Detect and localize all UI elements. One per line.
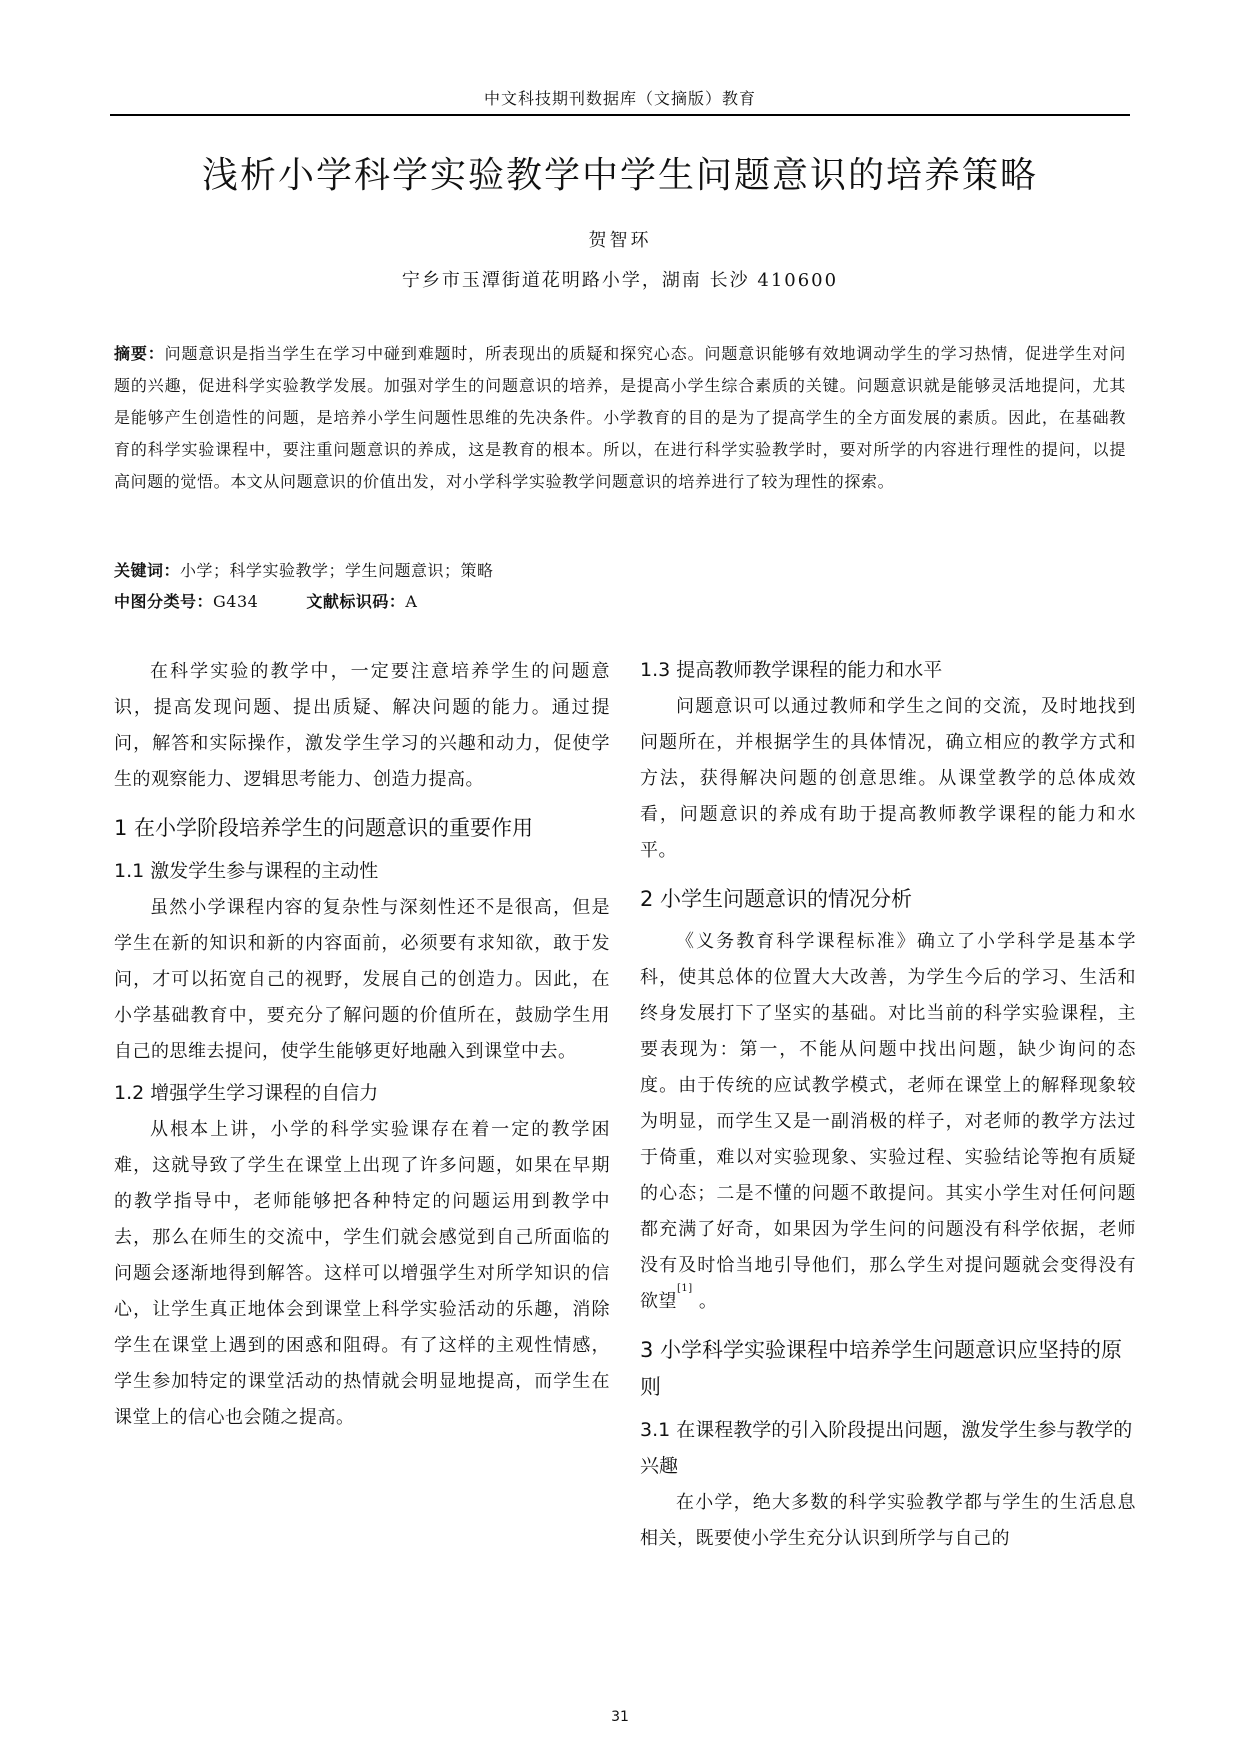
abstract-label: 摘要： — [114, 344, 165, 363]
article-author: 贺智环 — [588, 230, 652, 251]
section-3-1-paragraph: 在小学，绝大多数的科学实验教学都与学生的生活息息相关，既要使小学生充分认识到所学与自己的 — [640, 1492, 1136, 1549]
body-column-right — [640, 654, 1136, 1557]
section-1-1-heading: 1.1 激发学生参与课程的主动性 — [114, 860, 379, 882]
classification-line — [114, 587, 1126, 617]
section-2-text: 《义务教育科学课程标准》确立了小学科学是基本学科，使其总体的位置大大改善，为学生今后的学习、生活和终身发展打下了坚实的基础。对比当前的科学实验课程，主要表现为：第一，不能从问题中找出问题，缺少询问的态度。由于传统的应试教学模式，老师在课堂上的解释现象较为明显，而学生又是一副消极的样子，对老师的教学方法过于倚重，难以对实验现象、实验过程、实验结论等抱有质疑的心态；二是不懂的问题不敢提问。其实小学生对任何问题都充满了好奇，如果因为学生问的问题没有科学依据，老师没有及时恰当地引导他们，那么学生对提问题就会变得没有欲望 — [640, 931, 1136, 1312]
section-2-text-end: 。 — [692, 1291, 718, 1312]
citation-1: [1] — [677, 1283, 693, 1294]
section-2-paragraph — [640, 924, 1136, 1320]
section-3-heading: 3 小学科学实验课程中培养学生问题意识应坚持的原则 — [640, 1338, 1123, 1399]
section-1-2-paragraph: 从根本上讲，小学的科学实验课存在着一定的教学困难，这就导致了学生在课堂上出现了许多问题，如果在早期的教学指导中，老师能够把各种特定的问题运用到教学中去，那么在师生的交流中，学生们就会感觉到自己所面临的问题会逐渐地得到解答。这样可以增强学生对所学知识的信心，让学生真正地体会到课堂上科学实验活动的乐趣，消除学生在课堂上遇到的困惑和阻碍。有了这样的主观性情感，学生参加特定的课堂活动的热情就会明显地提高，而学生在课堂上的信心也会随之提高。 — [114, 1119, 610, 1428]
section-1-1-paragraph: 虽然小学课程内容的复杂性与深刻性还不是很高，但是学生在新的知识和新的内容面前，必须要有求知欲，敢于发问，才可以拓宽自己的视野，发展自己的创造力。因此，在小学基础教育中，要充分了解问题的价值所在，鼓励学生用自己的思维去提问，使学生能够更好地融入到课堂中去。 — [114, 897, 610, 1062]
section-1-3-paragraph: 问题意识可以通过教师和学生之间的交流，及时地找到问题所在，并根据学生的具体情况，确立相应的教学方式和方法，获得解决问题的创意思维。从课堂教学的总体成效看，问题意识的养成有助于提高教师教学课程的能力和水平。 — [640, 696, 1136, 861]
body-column-left — [114, 654, 610, 1436]
section-2-heading: 2 小学生问题意识的情况分析 — [640, 887, 913, 911]
abstract — [114, 338, 1126, 498]
clc-label: 中图分类号： — [114, 592, 214, 611]
section-1-heading: 1 在小学阶段培养学生的问题意识的重要作用 — [114, 816, 534, 840]
keywords — [114, 556, 1126, 586]
keywords-label: 关键词： — [114, 561, 181, 580]
section-3-1-heading: 3.1 在课程教学的引入阶段提出问题，激发学生参与教学的兴趣 — [640, 1419, 1133, 1477]
article-title: 浅析小学科学实验教学中学生问题意识的培养策略 — [201, 155, 1038, 196]
section-1-2-heading: 1.2 增强学生学习课程的自信力 — [114, 1082, 379, 1104]
author-affiliation: 宁乡市玉潭街道花明路小学，湖南 长沙 410600 — [401, 270, 839, 291]
clc-value: G434 — [213, 592, 259, 611]
doc-code-value: A — [405, 592, 418, 611]
abstract-text: 问题意识是指当学生在学习中碰到难题时，所表现出的质疑和探究心态。问题意识能够有效地调动学生的学习热情，促进学生对问题的兴趣，促进科学实验教学发展。加强对学生的问题意识的培养，是提高小学生综合素质的关键。问题意识就是能够灵活地提问，尤其是能够产生创造性的问题，是培养小学生问题性思维的先决条件。小学教育的目的是为了提高学生的全方面发展的素质。因此，在基础教育的科学实验课程中，要注重问题意识的养成，这是教育的根本。所以，在进行科学实验教学时，要对所学的内容进行理性的提问，以提高问题的觉悟。本文从问题意识的价值出发，对小学科学实验教学问题意识的培养进行了较为理性的探索。 — [114, 344, 1126, 491]
doc-code-label: 文献标识码： — [306, 592, 406, 611]
intro-paragraph: 在科学实验的教学中，一定要注意培养学生的问题意识，提高发现问题、提出质疑、解决问题的能力。通过提问，解答和实际操作，激发学生学习的兴趣和动力，促使学生的观察能力、逻辑思考能力、创造力提高。 — [114, 661, 610, 790]
section-1-3-heading: 1.3 提高教师教学课程的能力和水平 — [640, 659, 943, 681]
header-rule — [110, 114, 1130, 116]
keywords-text: 小学；科学实验教学；学生问题意识；策略 — [180, 561, 494, 580]
page-number: 31 — [611, 1709, 629, 1725]
running-head: 中文科技期刊数据库（文摘版）教育 — [483, 89, 756, 108]
